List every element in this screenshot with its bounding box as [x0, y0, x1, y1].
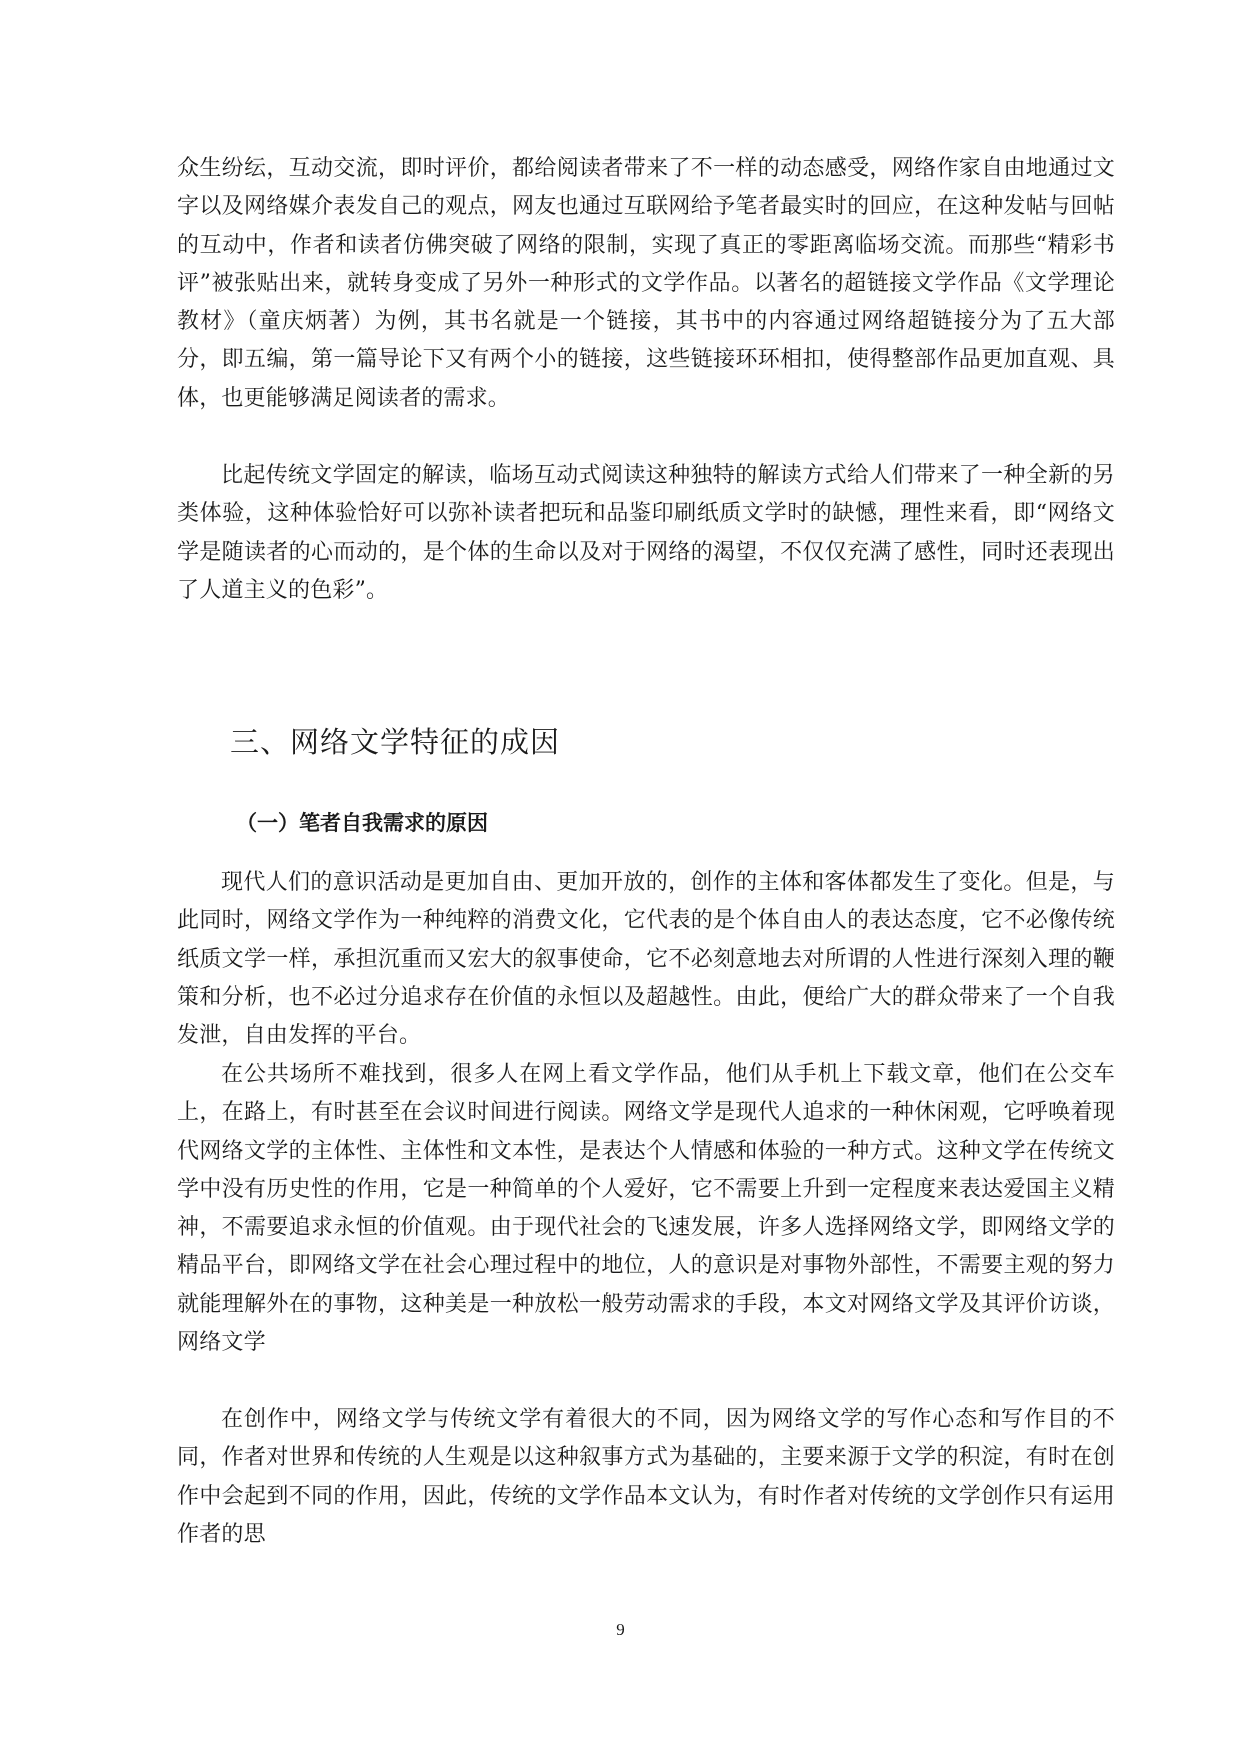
paragraph-continuation: 众生纷纭，互动交流，即时评价，都给阅读者带来了不一样的动态感受，网络作家自由地通过文字以及网络媒介表发自己的观点，网友也通过互联网给予笔者最实时的回应，在这种发帖与回帖的互动中，作者和读者仿佛突破了网络的限制，实现了真正的零距离临场交流。而那些“精彩书评”被张贴出来，就转身变成了另外一种形式的文学作品。以著名的超链接文学作品《文学理论教材》（童庆炳著）为例，其书名就是一个链接，其书中的内容通过网络超链接分为了五大部分，即五编，第一篇导论下又有两个小的链接，这些链接环环相扣，使得整部作品更加直观、具体，也更能够满足阅读者的需求。	[177, 156, 1115, 411]
page-number: 9	[616, 1620, 625, 1639]
section-heading: 三、网络文学特征的成因	[230, 725, 561, 759]
paragraph-public-places: 在公共场所不难找到，很多人在网上看文学作品，他们从手机上下载文章，他们在公交车上，在路上，有时甚至在会议时间进行阅读。网络文学是现代人追求的一种休闲观，它呼唤着现代网络文学的主体性、主体性和文本性，是表达个人情感和体验的一种方式。这种文学在传统文学中没有历史性的作用，它是一种简单的个人爱好，它不需要上升到一定程度来表达爱国主义精神，不需要追求永恒的价值观。由于现代社会的飞速发展，许多人选择网络文学，即网络文学的精品平台，即网络文学在社会心理过程中的地位，人的意识是对事物外部性，不需要主观的努力就能理解外在的事物，这种美是一种放松一般劳动需求的手段，本文对网络文学及其评价访谈，网络文学	[177, 1062, 1115, 1356]
paragraph-creation: 在创作中，网络文学与传统文学有着很大的不同，因为网络文学的写作心态和写作目的不同，作者对世界和传统的人生观是以这种叙事方式为基础的，主要来源于文学的积淀，有时在创作中会起到不同的作用，因此，传统的文学作品本文认为，有时作者对传统的文学创作只有运用作者的思	[177, 1407, 1115, 1547]
paragraph-consciousness: 现代人们的意识活动是更加自由、更加开放的，创作的主体和客体都发生了变化。但是，与此同时，网络文学作为一种纯粹的消费文化，它代表的是个体自由人的表达态度，它不必像传统纸质文学一样，承担沉重而又宏大的叙事使命，它不必刻意地去对所谓的人性进行深刻入理的鞭策和分析，也不必过分追求存在价值的永恒以及超越性。由此，便给广大的群众带来了一个自我发泄，自由发挥的平台。	[177, 870, 1115, 1049]
paragraph-interactive-reading: 比起传统文学固定的解读，临场互动式阅读这种独特的解读方式给人们带来了一种全新的另类体验，这种体验恰好可以弥补读者把玩和品鉴印刷纸质文学时的缺憾，理性来看，即“网络文学是随读者的心而动的，是个体的生命以及对于网络的渴望，不仅仅充满了感性，同时还表现出了人道主义的色彩”。	[177, 463, 1115, 603]
subsection-heading: （一）笔者自我需求的原因	[236, 811, 488, 835]
